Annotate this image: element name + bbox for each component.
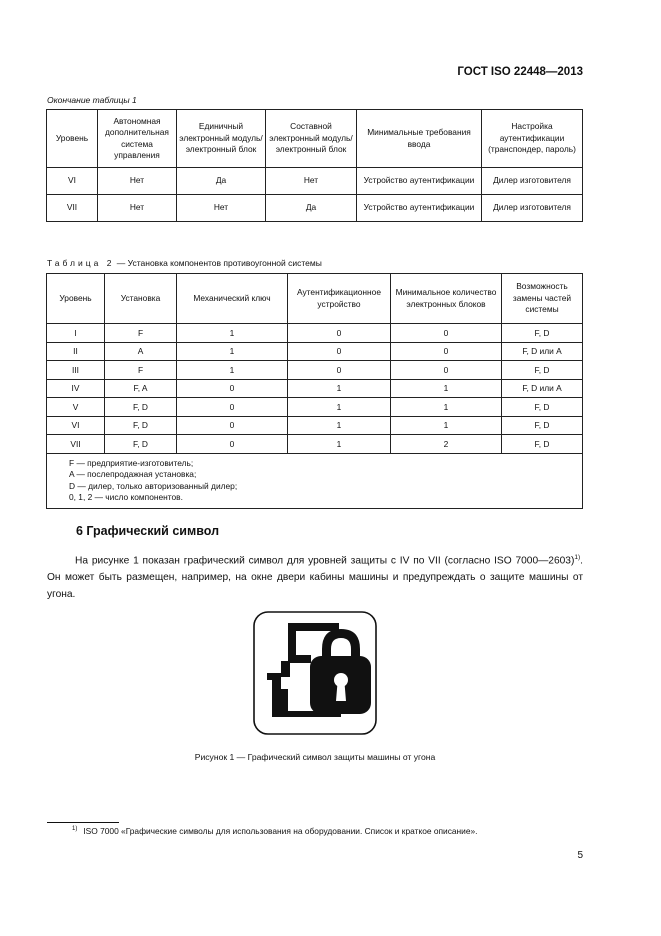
footnote-mark: 1) — [72, 826, 78, 833]
vehicle-lock-icon — [253, 611, 377, 735]
table-cell: 1 — [288, 379, 391, 398]
table-header-cell: Возможность замены частей системы — [502, 274, 583, 324]
table-cell: 0 — [391, 342, 502, 361]
table-note: A — послепродажная установка; — [69, 469, 197, 479]
table-cell: VII — [47, 195, 98, 222]
table-row — [47, 361, 583, 380]
table-cell: F, D — [105, 416, 177, 435]
table-row — [47, 195, 583, 222]
table-cell: F, D или A — [502, 342, 583, 361]
section-title: 6 Графический символ — [76, 524, 220, 538]
table-cell: F — [105, 324, 177, 343]
table-cell: 0 — [391, 324, 502, 343]
table2-body — [47, 324, 583, 509]
table-cell: F, D — [105, 398, 177, 417]
table-cell: Нет — [98, 195, 177, 222]
table-cell: Нет — [177, 195, 266, 222]
table-cell: VII — [47, 435, 105, 454]
table-cell: 1 — [177, 361, 288, 380]
table-cell: 0 — [288, 324, 391, 343]
table-cell: III — [47, 361, 105, 380]
table2-caption-text: — Установка компонентов противоугонной системы — [114, 258, 322, 268]
table-header-cell: Минимальные требования ввода — [357, 110, 482, 168]
table-row — [47, 435, 583, 454]
table-cell: 0 — [288, 342, 391, 361]
table-header-cell: Автономная дополнительная система управления — [98, 110, 177, 168]
table-cell: F, D — [105, 435, 177, 454]
table-cell: F — [105, 361, 177, 380]
table-cell: 1 — [391, 379, 502, 398]
table-cell: 1 — [288, 416, 391, 435]
table-cell: 1 — [177, 324, 288, 343]
table-notes-row — [47, 453, 583, 508]
table-row — [47, 379, 583, 398]
table-1 — [46, 109, 583, 222]
table-row — [47, 168, 583, 195]
table-row — [47, 416, 583, 435]
table-2 — [46, 273, 583, 509]
table2-caption-prefix: Таблица 2 — [47, 258, 115, 268]
table-cell: Дилер изготовителя — [482, 168, 583, 195]
table-cell: Устройство аутентификации — [357, 168, 482, 195]
table-cell: 0 — [177, 416, 288, 435]
page-number: 5 — [577, 850, 583, 861]
table-cell: 0 — [177, 379, 288, 398]
table-cell: A — [105, 342, 177, 361]
table-cell: 1 — [288, 398, 391, 417]
figure-caption: Рисунок 1 — Графический символ защиты машины от угона — [194, 752, 436, 762]
table-header-cell: Уровень — [47, 274, 105, 324]
table-row — [47, 398, 583, 417]
table-cell: F, D — [502, 416, 583, 435]
table-cell: IV — [47, 379, 105, 398]
table-cell: F, D — [502, 435, 583, 454]
table-header-cell: Настройка аутентификации (транспондер, пароль) — [482, 110, 583, 168]
table-cell: 1 — [177, 342, 288, 361]
table1-caption: Окончание таблицы 1 — [47, 95, 137, 105]
table-note: F — предприятие-изготовитель; — [69, 457, 194, 468]
table-cell: F, A — [105, 379, 177, 398]
table-header-row — [47, 274, 583, 324]
table-cell: Нет — [266, 168, 357, 195]
table-note: D — дилер, только авторизованный дилер; — [69, 480, 238, 491]
table-note: 0, 1, 2 — число компонентов. — [69, 492, 183, 502]
table-cell: 0 — [288, 361, 391, 380]
table-cell: Да — [177, 168, 266, 195]
table-cell: Дилер изготовителя — [482, 195, 583, 222]
table-cell: 1 — [288, 435, 391, 454]
table-cell: 1 — [391, 398, 502, 417]
footnote — [72, 826, 478, 836]
table-cell: Нет — [98, 168, 177, 195]
table-cell: II — [47, 342, 105, 361]
table-cell: VI — [47, 168, 98, 195]
table-cell: 2 — [391, 435, 502, 454]
table-cell: 0 — [177, 435, 288, 454]
table-row — [47, 324, 583, 343]
table-notes — [47, 453, 583, 508]
table-header-cell: Минимальное количество электронных блоков — [391, 274, 502, 324]
table-cell: 0 — [391, 361, 502, 380]
table-header-cell: Уровень — [47, 110, 98, 168]
table-cell: F, D или A — [502, 379, 583, 398]
table-cell: F, D — [502, 324, 583, 343]
paragraph-text: . Он может быть размещен, например, на окне двери кабины машины и предупреждать о защите машины от угона. — [47, 555, 583, 601]
table-cell: Устройство аутентификации — [357, 195, 482, 222]
table-cell: Да — [266, 195, 357, 222]
table-header-cell: Механический ключ — [177, 274, 288, 324]
table-header-cell: Составной электронный модуль/ электронный блок — [266, 110, 357, 168]
table-cell: F, D — [502, 361, 583, 380]
table-row — [47, 342, 583, 361]
table2-caption — [47, 258, 322, 268]
footnote-text: ISO 7000 «Графические символы для использования на оборудовании. Список и краткое описание». — [83, 826, 478, 836]
table-cell: I — [47, 324, 105, 343]
table-cell: VI — [47, 416, 105, 435]
footnote-ref[interactable]: 1) — [574, 554, 581, 561]
document-header: ГОСТ ISO 22448—2013 — [457, 66, 583, 78]
table-cell: 0 — [177, 398, 288, 417]
table-header-row — [47, 110, 583, 168]
table-cell: F, D — [502, 398, 583, 417]
table-cell: V — [47, 398, 105, 417]
paragraph-text: На рисунке 1 показан графический символ для уровней защиты с IV по VII (согласно ISO 7000—2603) — [75, 555, 575, 567]
table-cell: 1 — [391, 416, 502, 435]
table-header-cell: Единичный электронный модуль/ электронный блок — [177, 110, 266, 168]
table-header-cell: Аутентификационное устройство — [288, 274, 391, 324]
table-header-cell: Установка — [105, 274, 177, 324]
section-paragraph — [47, 549, 583, 603]
footnote-divider — [47, 822, 119, 823]
